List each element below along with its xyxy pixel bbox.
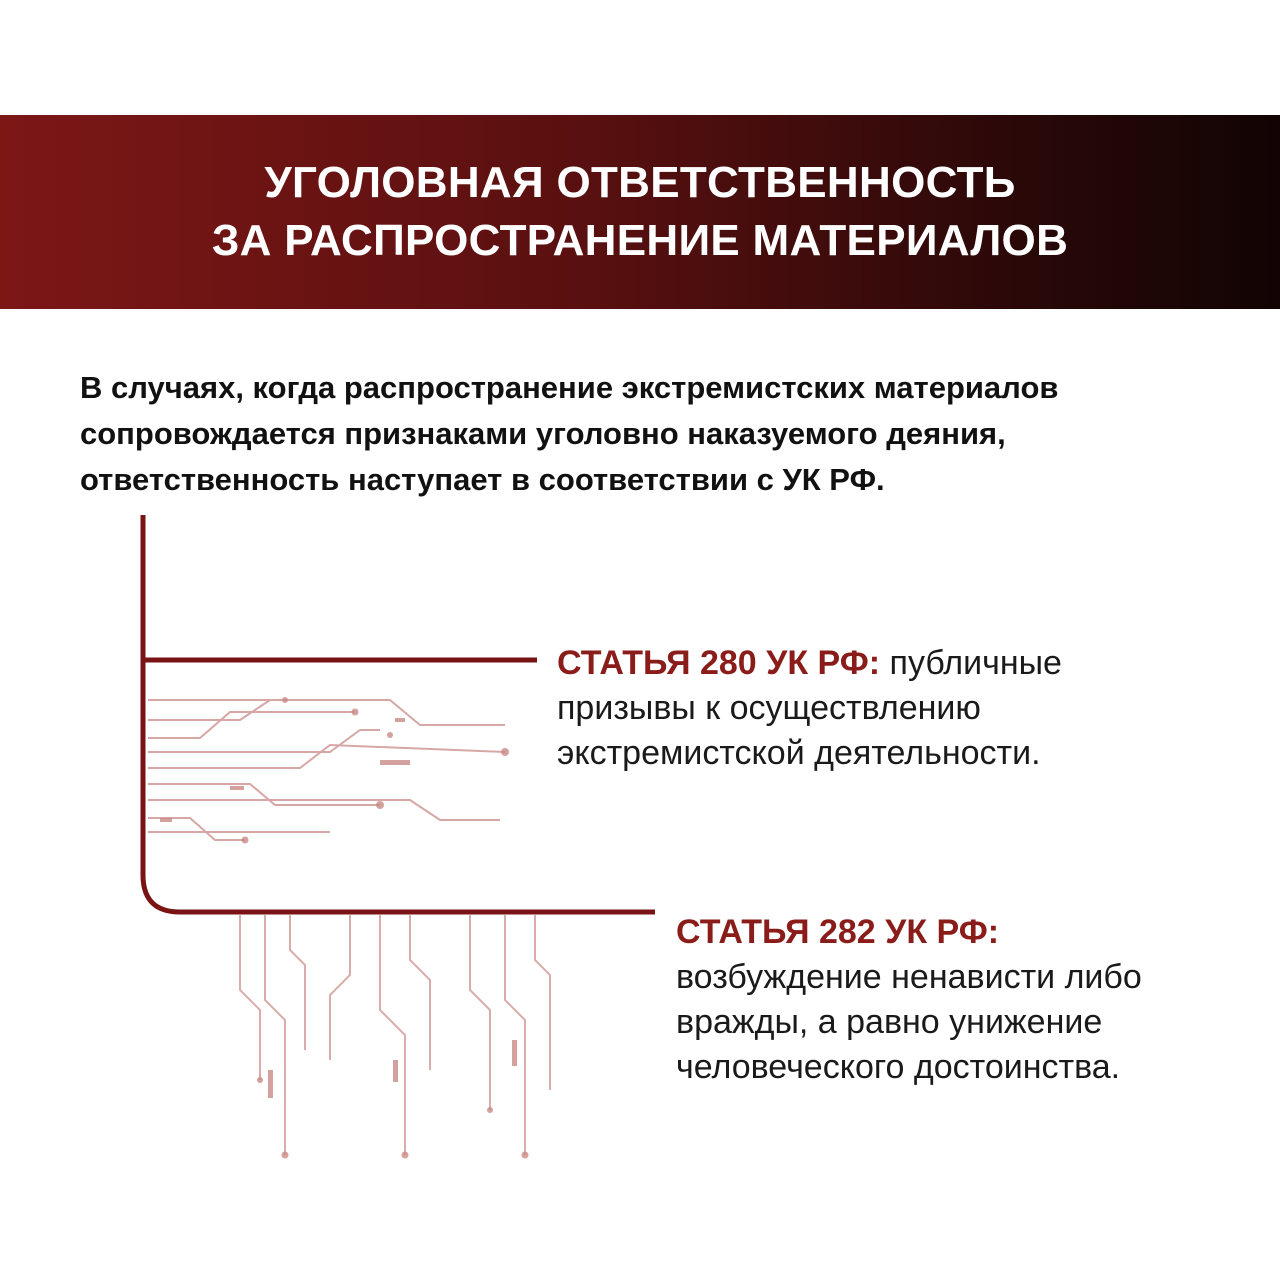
article-282-line-2: возбуждение ненависти либо [676,958,1142,996]
circuit-node [257,1077,263,1083]
article-282-block [676,910,1266,1090]
circuit-node [487,1107,493,1113]
circuit-node [282,1152,289,1159]
circuit-chip [380,760,410,765]
circuit-node [376,801,384,809]
intro-line-3: ответственность наступает в соответствии с УК РФ. [80,462,885,497]
article-280-text-start: публичные [880,644,1062,682]
circuit-chip [512,1040,517,1066]
article-280-line-2: призывы к осуществлению [557,689,981,727]
circuit-node [522,1152,529,1159]
circuit-node [352,709,359,716]
intro-line-1: В случаях, когда распространение экстремистских материалов [80,370,1059,405]
circuit-node [501,748,509,756]
circuit-node [402,1152,409,1159]
circuit-traces-left [148,700,505,840]
circuit-node [282,697,288,703]
circuit-nodes-left [160,697,509,844]
article-282-reference: СТАТЬЯ 282 УК РФ: [676,913,1000,951]
article-280-block [557,641,1257,776]
circuit-chip [393,1060,398,1082]
article-280-line-3: экстремистской деятельности. [557,734,1041,772]
title-line-2: ЗА РАСПРОСТРАНЕНИЕ МАТЕРИАЛОВ [211,216,1069,265]
article-282-line-3: вражды, а равно унижение [676,1003,1103,1041]
circuit-chip [160,818,172,822]
circuit-traces-bottom [240,915,550,1155]
article-280-reference: СТАТЬЯ 280 УК РФ: [557,644,881,682]
circuit-nodes-bottom [257,1040,529,1159]
article-280-line-1 [557,641,1257,686]
circuit-node [242,837,249,844]
article-282-line-4: человеческого достоинства. [676,1048,1121,1086]
circuit-chip [395,718,405,722]
circuit-chip [268,1070,273,1098]
title-line-1: УГОЛОВНАЯ ОТВЕТСТВЕННОСТЬ [264,158,1016,207]
circuit-node [387,732,393,738]
circuit-chip [230,786,244,790]
intro-line-2: сопровождается признаками уголовно наказуемого деяния, [80,416,1006,451]
